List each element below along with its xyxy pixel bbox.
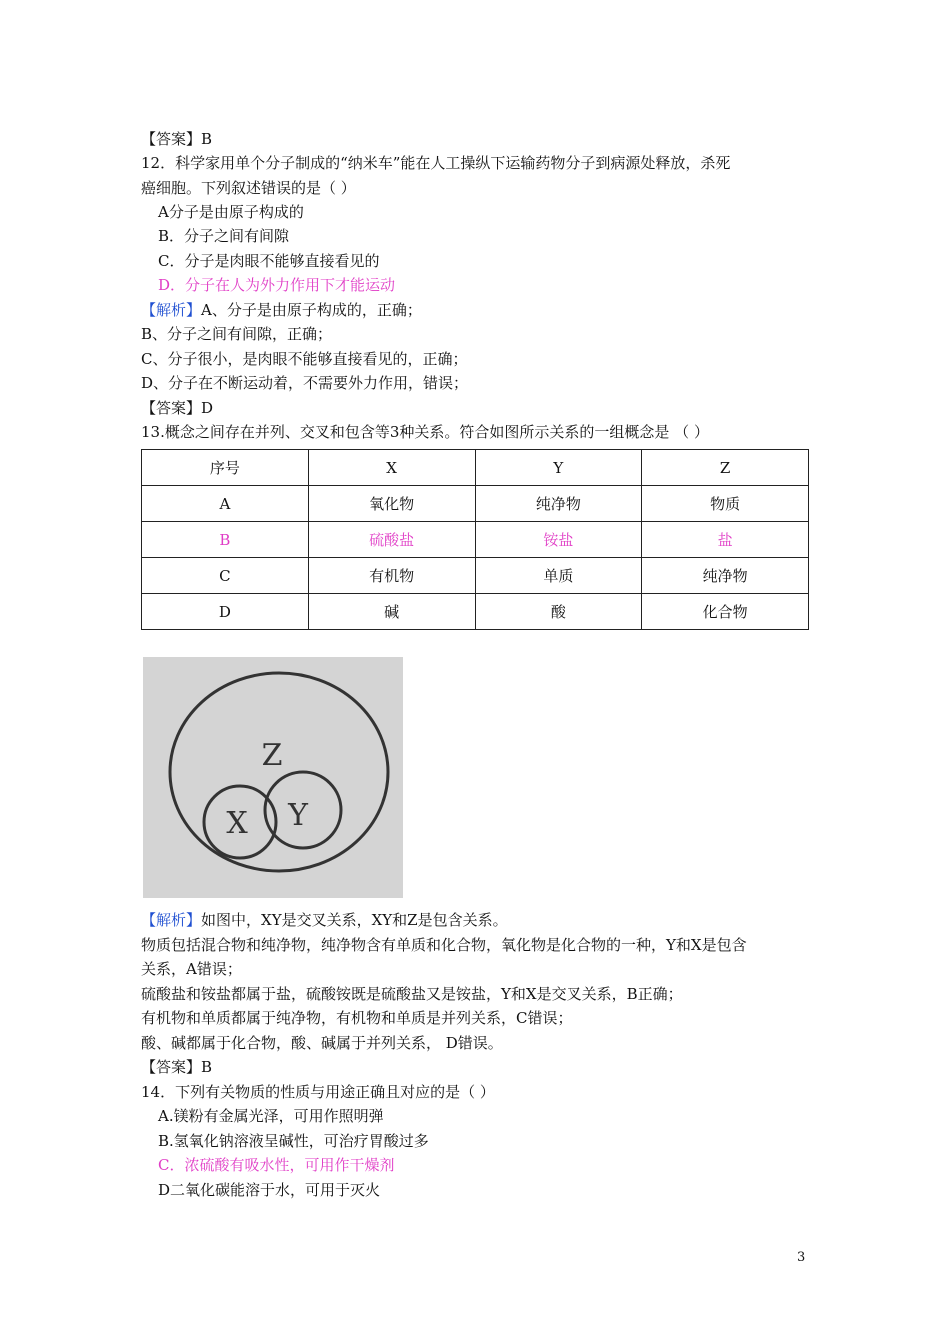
- explanation-12-line2: B、分子之间有间隙，正确；: [141, 325, 333, 343]
- table-cell: 物质: [642, 486, 809, 522]
- table-cell: 有机物: [308, 558, 475, 594]
- table-header-cell: Z: [642, 450, 809, 486]
- table-cell: 纯净物: [475, 486, 642, 522]
- explanation-12-line1: [141, 299, 422, 321]
- table-cell: A: [142, 486, 309, 522]
- question-12-option-c: C．分子是肉眼不能够直接看见的: [158, 252, 380, 270]
- explanation-13-line1: [141, 909, 508, 931]
- table-cell: 纯净物: [642, 558, 809, 594]
- explanation-13-line2: 物质包括混合物和纯净物，纯净物含有单质和化合物，氧化物是化合物的一种，Y和X是包含: [141, 936, 747, 954]
- explanation-text: A、分子是由原子构成的，正确；: [201, 301, 422, 319]
- table-cell: 单质: [475, 558, 642, 594]
- table-row: [142, 486, 809, 522]
- explanation-12-line4: D、分子在不断运动着，不需要外力作用，错误；: [141, 374, 469, 392]
- table-cell: 盐: [642, 522, 809, 558]
- explanation-13-line4: 硫酸盐和铵盐都属于盐，硫酸铵既是硫酸盐又是铵盐，Y和X是交叉关系，B正确；: [141, 985, 683, 1003]
- table-cell: 化合物: [642, 594, 809, 630]
- answer-12: 【答案】D: [141, 399, 214, 417]
- question-13: 13.概念之间存在并列、交叉和包含等3种关系。符合如图所示关系的一组概念是 （ ）: [141, 423, 709, 441]
- question-14-option-b: B.氢氧化钠溶液呈碱性，可治疗胃酸过多: [158, 1132, 429, 1150]
- question-12-line1: 12．科学家用单个分子制成的“纳米车”能在人工操纵下运输药物分子到病源处释放，杀死: [141, 154, 731, 172]
- table-cell: 铵盐: [475, 522, 642, 558]
- explanation-13-line5: 有机物和单质都属于纯净物，有机物和单质是并列关系，C错误；: [141, 1009, 573, 1027]
- answer-13: 【答案】B: [141, 1058, 213, 1076]
- table-cell: D: [142, 594, 309, 630]
- question-14: 14．下列有关物质的性质与用途正确且对应的是（ ）: [141, 1083, 495, 1101]
- label-y: Y: [288, 798, 308, 833]
- explanation-12-line3: C、分子很小，是肉眼不能够直接看见的，正确；: [141, 350, 468, 368]
- table-header-row: [142, 450, 809, 486]
- explanation-text: 如图中，XY是交叉关系，XY和Z是包含关系。: [201, 911, 508, 929]
- question-14-option-d: D二氧化碳能溶于水，可用于灭火: [158, 1181, 381, 1199]
- table-cell: 氧化物: [308, 486, 475, 522]
- explanation-13-line6: 酸、碱都属于化合物，酸、碱属于并列关系， D错误。: [141, 1034, 503, 1052]
- question-12-option-d: D．分子在人为外力作用下才能运动: [158, 276, 396, 294]
- label-z: Z: [261, 738, 283, 773]
- table-row: [142, 558, 809, 594]
- table-cell: 酸: [475, 594, 642, 630]
- table-header-cell: 序号: [142, 450, 309, 486]
- table-cell: 碱: [308, 594, 475, 630]
- table-header-cell: Y: [475, 450, 642, 486]
- explanation-13-line3: 关系，A错误；: [141, 960, 242, 978]
- page-number: 3: [797, 1250, 806, 1265]
- explanation-tag: 【解析】: [141, 911, 202, 929]
- table-cell: B: [142, 522, 309, 558]
- question-12-option-a: A分子是由原子构成的: [158, 203, 304, 221]
- question-12-option-b: B．分子之间有间隙: [158, 227, 290, 245]
- table-row-highlighted: [142, 522, 809, 558]
- question-12-line2: 癌细胞。下列叙述错误的是（ ）: [141, 179, 356, 197]
- diagram-background: [143, 657, 403, 898]
- concept-table: [141, 449, 809, 630]
- venn-diagram: [143, 657, 403, 898]
- label-x: X: [226, 806, 248, 841]
- explanation-tag: 【解析】: [141, 301, 202, 319]
- question-14-option-c: C．浓硫酸有吸水性，可用作干燥剂: [158, 1156, 395, 1174]
- answer-11: 【答案】B: [141, 130, 213, 148]
- table-row: [142, 594, 809, 630]
- question-14-option-a: A.镁粉有金属光泽，可用作照明弹: [158, 1107, 384, 1125]
- table-header-cell: X: [308, 450, 475, 486]
- table-cell: C: [142, 558, 309, 594]
- table-cell: 硫酸盐: [308, 522, 475, 558]
